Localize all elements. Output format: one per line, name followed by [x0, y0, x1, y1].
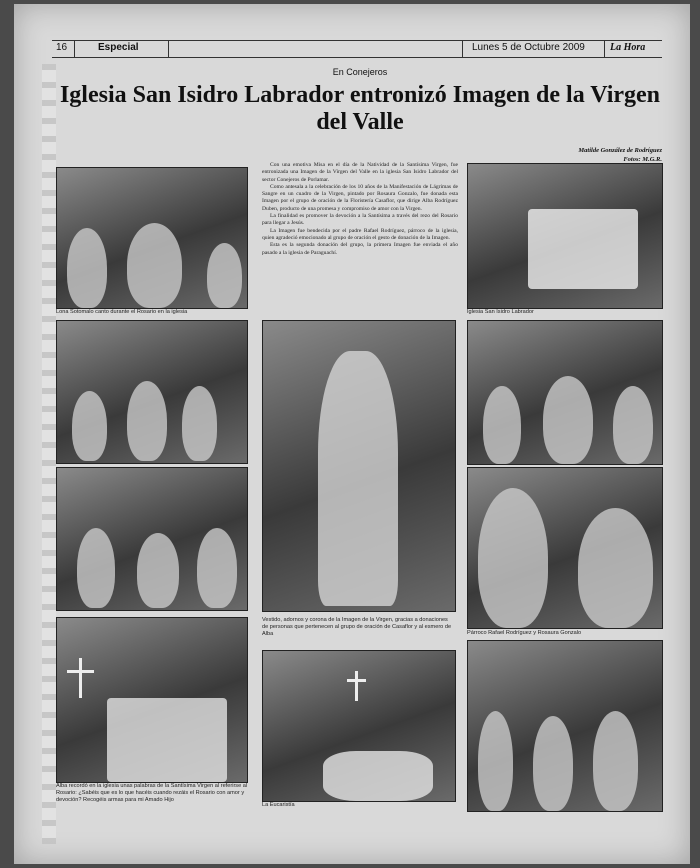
header-divider	[604, 41, 605, 57]
page-binding	[42, 64, 56, 844]
photo-priest-and-donor	[467, 467, 663, 629]
photo-attendees	[56, 467, 248, 611]
photo-worshippers	[467, 640, 663, 812]
photo-parishioners	[467, 320, 663, 465]
photo-caption: Párroco Rafael Rodríguez y Rosaura Gonzalo	[467, 630, 582, 636]
section-name: Especial	[98, 42, 139, 53]
photo-credit: Fotos: M.G.R.	[623, 156, 662, 163]
photo-caption: Iglesia San Isidro Labrador	[467, 309, 534, 315]
article-paragraph: Esta es la segunda donación del grupo, la primera Imagen fue enviada el año pasado a la iglesia de Paraguachí.	[262, 242, 458, 256]
article-headline: Iglesia San Isidro Labrador entronizó Imagen de la Virgen del Valle	[59, 82, 661, 135]
article-paragraph: La Imagen fue bendecida por el padre Rafael Rodríguez, párroco de la iglesia, quien agradeció emocionado al grupo de oración el gesto de donación de la Imagen.	[262, 227, 458, 241]
article-paragraph: Como antesala a la celebración de los 10 años de la Manifestación de Lágrimas de Sangre en un cuadro de la Virgen, pintado por Rosaura Gonzalo, fue donada esta Imagen por el grupo de oración de la Floristería Casaflor, que dirige Alba Rodríguez Duben, producto de una promesa y compromiso de amor con la Virgen.	[262, 183, 458, 212]
photo-altar	[56, 617, 248, 783]
issue-date: Lunes 5 de Octubre 2009	[472, 42, 585, 53]
article-body	[262, 162, 458, 257]
photo-congregation	[56, 320, 248, 464]
photo-eucharist	[262, 650, 456, 802]
photo-singer	[56, 167, 248, 309]
byline	[578, 146, 662, 164]
article-kicker: En Conejeros	[332, 67, 388, 77]
photo-caption: La Eucaristía	[262, 802, 295, 808]
page-number: 16	[56, 42, 68, 53]
photo-virgin-image	[262, 320, 456, 612]
page-header	[52, 40, 662, 58]
article-paragraph: La finalidad es promover la devoción a la Santísima a través del rezo del Rosario para llegar a Jesús.	[262, 213, 458, 227]
header-divider	[462, 41, 463, 57]
photo-caption: Alba recordó en la iglesia unas palabras de la Santísima Virgen al referirse al Rosario: ¿Sabéis que es lo que hacéis cuando rezáis el Rosario con amor y devoción? Recogéis armas para mi Amado Hijo	[56, 783, 248, 803]
newspaper-name: La Hora	[610, 42, 646, 53]
author-name: Matilde González de Rodríguez	[578, 147, 662, 154]
header-divider	[74, 41, 75, 57]
photo-caption: Lona Sotomalo canto durante el Rosario en la iglesia	[56, 309, 188, 315]
photo-caption: Vestido, adornos y corona de la Imagen de la Virgen, gracias a donaciones de personas que pertenecen al grupo de oración de Casaflor y al esmero de Alba	[262, 617, 452, 637]
photo-church-exterior	[467, 163, 663, 309]
header-divider	[168, 41, 169, 57]
article-paragraph: Con una emotiva Misa en el día de la Natividad de la Santísima Virgen, fue entronizada una Imagen de la Virgen del Valle en la iglesia San Isidro Labrador del sector Conejeros de Porlamar.	[262, 162, 458, 183]
